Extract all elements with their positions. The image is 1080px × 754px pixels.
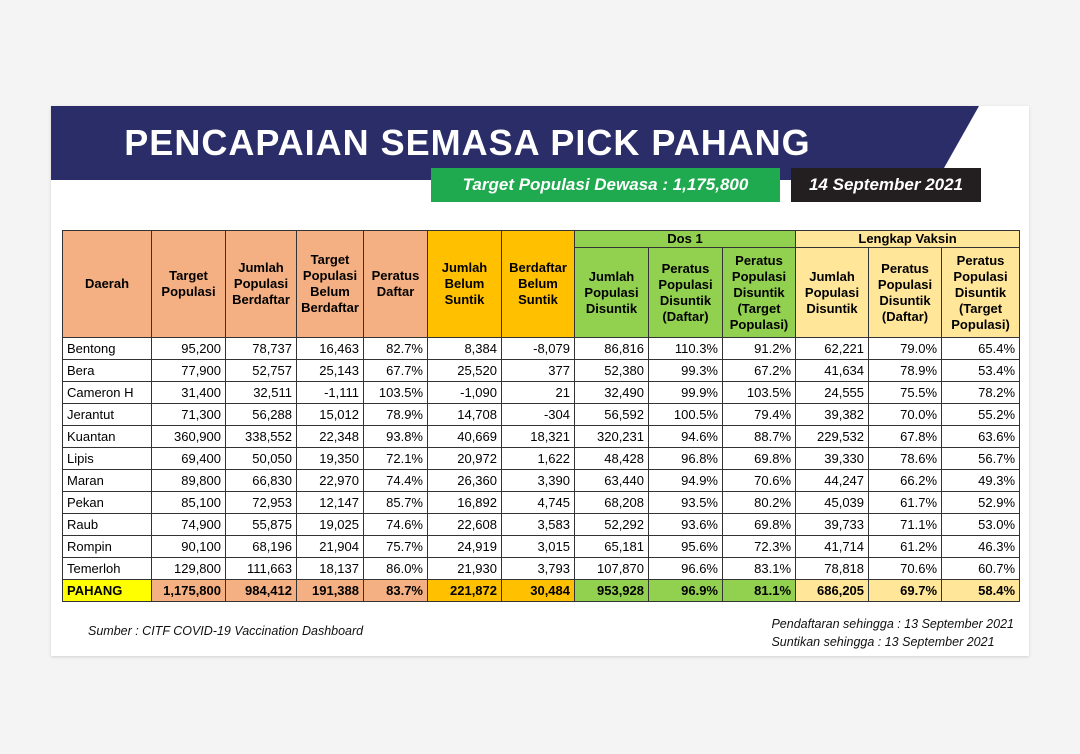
value-cell: 44,247 (796, 470, 869, 492)
value-cell: 79.0% (869, 338, 942, 360)
value-cell: 21 (502, 382, 575, 404)
column-header: Target Populasi Belum Berdaftar (297, 231, 364, 338)
value-cell: 72.3% (723, 536, 796, 558)
value-cell: 25,143 (297, 360, 364, 382)
district-name-cell: Raub (63, 514, 152, 536)
value-cell: 21,904 (297, 536, 364, 558)
value-cell: 15,012 (297, 404, 364, 426)
value-cell: 96.6% (649, 558, 723, 580)
value-cell: 80.2% (723, 492, 796, 514)
value-cell: 56,592 (575, 404, 649, 426)
district-name-cell: Kuantan (63, 426, 152, 448)
value-cell: 40,669 (428, 426, 502, 448)
table-row (63, 558, 1020, 580)
value-cell: 16,463 (297, 338, 364, 360)
table-row (63, 382, 1020, 404)
value-cell: 3,015 (502, 536, 575, 558)
value-cell: 338,552 (226, 426, 297, 448)
district-name-cell: Jerantut (63, 404, 152, 426)
value-cell: 129,800 (152, 558, 226, 580)
value-cell: 60.7% (942, 558, 1020, 580)
value-cell: 19,350 (297, 448, 364, 470)
value-cell: 22,348 (297, 426, 364, 448)
total-value-cell: 58.4% (942, 580, 1020, 602)
district-name-cell: Bera (63, 360, 152, 382)
value-cell: 66.2% (869, 470, 942, 492)
value-cell: 18,321 (502, 426, 575, 448)
value-cell: 3,583 (502, 514, 575, 536)
value-cell: 67.8% (869, 426, 942, 448)
value-cell: 320,231 (575, 426, 649, 448)
value-cell: 65,181 (575, 536, 649, 558)
value-cell: 24,555 (796, 382, 869, 404)
value-cell: 96.8% (649, 448, 723, 470)
value-cell: 86,816 (575, 338, 649, 360)
total-value-cell: 221,872 (428, 580, 502, 602)
value-cell: 93.8% (364, 426, 428, 448)
value-cell: 26,360 (428, 470, 502, 492)
value-cell: 68,208 (575, 492, 649, 514)
value-cell: 19,025 (297, 514, 364, 536)
total-value-cell: 30,484 (502, 580, 575, 602)
district-name-cell: Pekan (63, 492, 152, 514)
value-cell: 94.9% (649, 470, 723, 492)
value-cell: 86.0% (364, 558, 428, 580)
source-note: Sumber : CITF COVID-19 Vaccination Dashboard (88, 624, 364, 638)
value-cell: 18,137 (297, 558, 364, 580)
value-cell: 107,870 (575, 558, 649, 580)
value-cell: 53.4% (942, 360, 1020, 382)
value-cell: 69,400 (152, 448, 226, 470)
total-value-cell: 81.1% (723, 580, 796, 602)
value-cell: 82.7% (364, 338, 428, 360)
value-cell: 74.6% (364, 514, 428, 536)
value-cell: 4,745 (502, 492, 575, 514)
table-row (63, 338, 1020, 360)
value-cell: 31,400 (152, 382, 226, 404)
value-cell: 83.1% (723, 558, 796, 580)
value-cell: 32,490 (575, 382, 649, 404)
value-cell: 75.7% (364, 536, 428, 558)
value-cell: 41,634 (796, 360, 869, 382)
value-cell: 99.3% (649, 360, 723, 382)
value-cell: 52,757 (226, 360, 297, 382)
value-cell: 88.7% (723, 426, 796, 448)
table-row (63, 536, 1020, 558)
column-header: Peratus Populasi Disuntik (Daftar) (869, 248, 942, 338)
value-cell: 72.1% (364, 448, 428, 470)
district-name-cell: Cameron H (63, 382, 152, 404)
column-header: Jumlah Populasi Berdaftar (226, 231, 297, 338)
value-cell: 111,663 (226, 558, 297, 580)
value-cell: 72,953 (226, 492, 297, 514)
value-cell: 39,733 (796, 514, 869, 536)
date-badge: 14 September 2021 (791, 168, 981, 202)
table-row (63, 448, 1020, 470)
value-cell: 79.4% (723, 404, 796, 426)
total-value-cell: 69.7% (869, 580, 942, 602)
total-value-cell: 984,412 (226, 580, 297, 602)
column-header: Jumlah Populasi Disuntik (575, 248, 649, 338)
value-cell: 360,900 (152, 426, 226, 448)
value-cell: 22,970 (297, 470, 364, 492)
value-cell: 1,622 (502, 448, 575, 470)
total-value-cell: 191,388 (297, 580, 364, 602)
value-cell: 52,292 (575, 514, 649, 536)
district-name-cell: Bentong (63, 338, 152, 360)
value-cell: 56.7% (942, 448, 1020, 470)
value-cell: 16,892 (428, 492, 502, 514)
column-header: Peratus Populasi Disuntik (Daftar) (649, 248, 723, 338)
total-row (63, 580, 1020, 602)
value-cell: 85,100 (152, 492, 226, 514)
column-header: Target Populasi (152, 231, 226, 338)
value-cell: 63.6% (942, 426, 1020, 448)
table-row (63, 514, 1020, 536)
value-cell: 3,390 (502, 470, 575, 492)
value-cell: 71.1% (869, 514, 942, 536)
table-row (63, 404, 1020, 426)
column-header: Peratus Daftar (364, 231, 428, 338)
total-label-cell: PAHANG (63, 580, 152, 602)
total-value-cell: 96.9% (649, 580, 723, 602)
value-cell: 39,382 (796, 404, 869, 426)
value-cell: 78,737 (226, 338, 297, 360)
value-cell: 8,384 (428, 338, 502, 360)
column-header: Daerah (63, 231, 152, 338)
value-cell: 45,039 (796, 492, 869, 514)
total-value-cell: 686,205 (796, 580, 869, 602)
district-name-cell: Maran (63, 470, 152, 492)
value-cell: 78,818 (796, 558, 869, 580)
value-cell: 67.2% (723, 360, 796, 382)
value-cell: 24,919 (428, 536, 502, 558)
value-cell: 61.2% (869, 536, 942, 558)
column-header: Berdaftar Belum Suntik (502, 231, 575, 338)
value-cell: 74,900 (152, 514, 226, 536)
value-cell: 70.6% (723, 470, 796, 492)
value-cell: 39,330 (796, 448, 869, 470)
value-cell: 91.2% (723, 338, 796, 360)
value-cell: 78.9% (364, 404, 428, 426)
value-cell: 95.6% (649, 536, 723, 558)
value-cell: -1,111 (297, 382, 364, 404)
value-cell: 32,511 (226, 382, 297, 404)
value-cell: 93.6% (649, 514, 723, 536)
value-cell: 103.5% (364, 382, 428, 404)
district-name-cell: Rompin (63, 536, 152, 558)
value-cell: 94.6% (649, 426, 723, 448)
value-cell: 99.9% (649, 382, 723, 404)
value-cell: 61.7% (869, 492, 942, 514)
table-row (63, 470, 1020, 492)
value-cell: 69.8% (723, 448, 796, 470)
value-cell: 77,900 (152, 360, 226, 382)
value-cell: 41,714 (796, 536, 869, 558)
column-header: Peratus Populasi Disuntik (Target Populasi) (723, 248, 796, 338)
value-cell: 56,288 (226, 404, 297, 426)
value-cell: 70.6% (869, 558, 942, 580)
value-cell: 46.3% (942, 536, 1020, 558)
total-value-cell: 953,928 (575, 580, 649, 602)
value-cell: 66,830 (226, 470, 297, 492)
column-header: Jumlah Populasi Disuntik (796, 248, 869, 338)
value-cell: 100.5% (649, 404, 723, 426)
group-header-dos1: Dos 1 (575, 231, 796, 248)
value-cell: 89,800 (152, 470, 226, 492)
value-cell: 52,380 (575, 360, 649, 382)
value-cell: 68,196 (226, 536, 297, 558)
value-cell: 21,930 (428, 558, 502, 580)
value-cell: 90,100 (152, 536, 226, 558)
infographic-card (51, 106, 1029, 656)
value-cell: -8,079 (502, 338, 575, 360)
value-cell: 52.9% (942, 492, 1020, 514)
value-cell: 69.8% (723, 514, 796, 536)
column-header: Peratus Populasi Disuntik (Target Populasi) (942, 248, 1020, 338)
table-row (63, 426, 1020, 448)
value-cell: 229,532 (796, 426, 869, 448)
total-value-cell: 83.7% (364, 580, 428, 602)
value-cell: 93.5% (649, 492, 723, 514)
value-cell: 95,200 (152, 338, 226, 360)
value-cell: 78.2% (942, 382, 1020, 404)
value-cell: 377 (502, 360, 575, 382)
page-title: PENCAPAIAN SEMASA PICK PAHANG (124, 122, 811, 163)
value-cell: 14,708 (428, 404, 502, 426)
value-cell: 62,221 (796, 338, 869, 360)
target-population-badge: Target Populasi Dewasa : 1,175,800 (431, 168, 780, 202)
value-cell: 103.5% (723, 382, 796, 404)
value-cell: 78.6% (869, 448, 942, 470)
date-notes (771, 615, 1014, 651)
value-cell: 63,440 (575, 470, 649, 492)
group-header-lengkap-vaksin: Lengkap Vaksin (796, 231, 1020, 248)
district-name-cell: Temerloh (63, 558, 152, 580)
value-cell: 70.0% (869, 404, 942, 426)
vaccination-date-note: Suntikan sehingga : 13 September 2021 (771, 635, 995, 649)
value-cell: 22,608 (428, 514, 502, 536)
total-value-cell: 1,175,800 (152, 580, 226, 602)
value-cell: 55,875 (226, 514, 297, 536)
vaccination-table (62, 230, 1020, 602)
table-row (63, 492, 1020, 514)
table-row (63, 360, 1020, 382)
value-cell: 53.0% (942, 514, 1020, 536)
value-cell: 3,793 (502, 558, 575, 580)
value-cell: 20,972 (428, 448, 502, 470)
value-cell: 25,520 (428, 360, 502, 382)
value-cell: -1,090 (428, 382, 502, 404)
registration-date-note: Pendaftaran sehingga : 13 September 2021 (771, 617, 1014, 631)
value-cell: 65.4% (942, 338, 1020, 360)
value-cell: 71,300 (152, 404, 226, 426)
value-cell: 50,050 (226, 448, 297, 470)
value-cell: 49.3% (942, 470, 1020, 492)
value-cell: 78.9% (869, 360, 942, 382)
value-cell: -304 (502, 404, 575, 426)
value-cell: 74.4% (364, 470, 428, 492)
column-header: Jumlah Belum Suntik (428, 231, 502, 338)
value-cell: 110.3% (649, 338, 723, 360)
value-cell: 12,147 (297, 492, 364, 514)
value-cell: 67.7% (364, 360, 428, 382)
value-cell: 75.5% (869, 382, 942, 404)
district-name-cell: Lipis (63, 448, 152, 470)
value-cell: 55.2% (942, 404, 1020, 426)
value-cell: 85.7% (364, 492, 428, 514)
value-cell: 48,428 (575, 448, 649, 470)
